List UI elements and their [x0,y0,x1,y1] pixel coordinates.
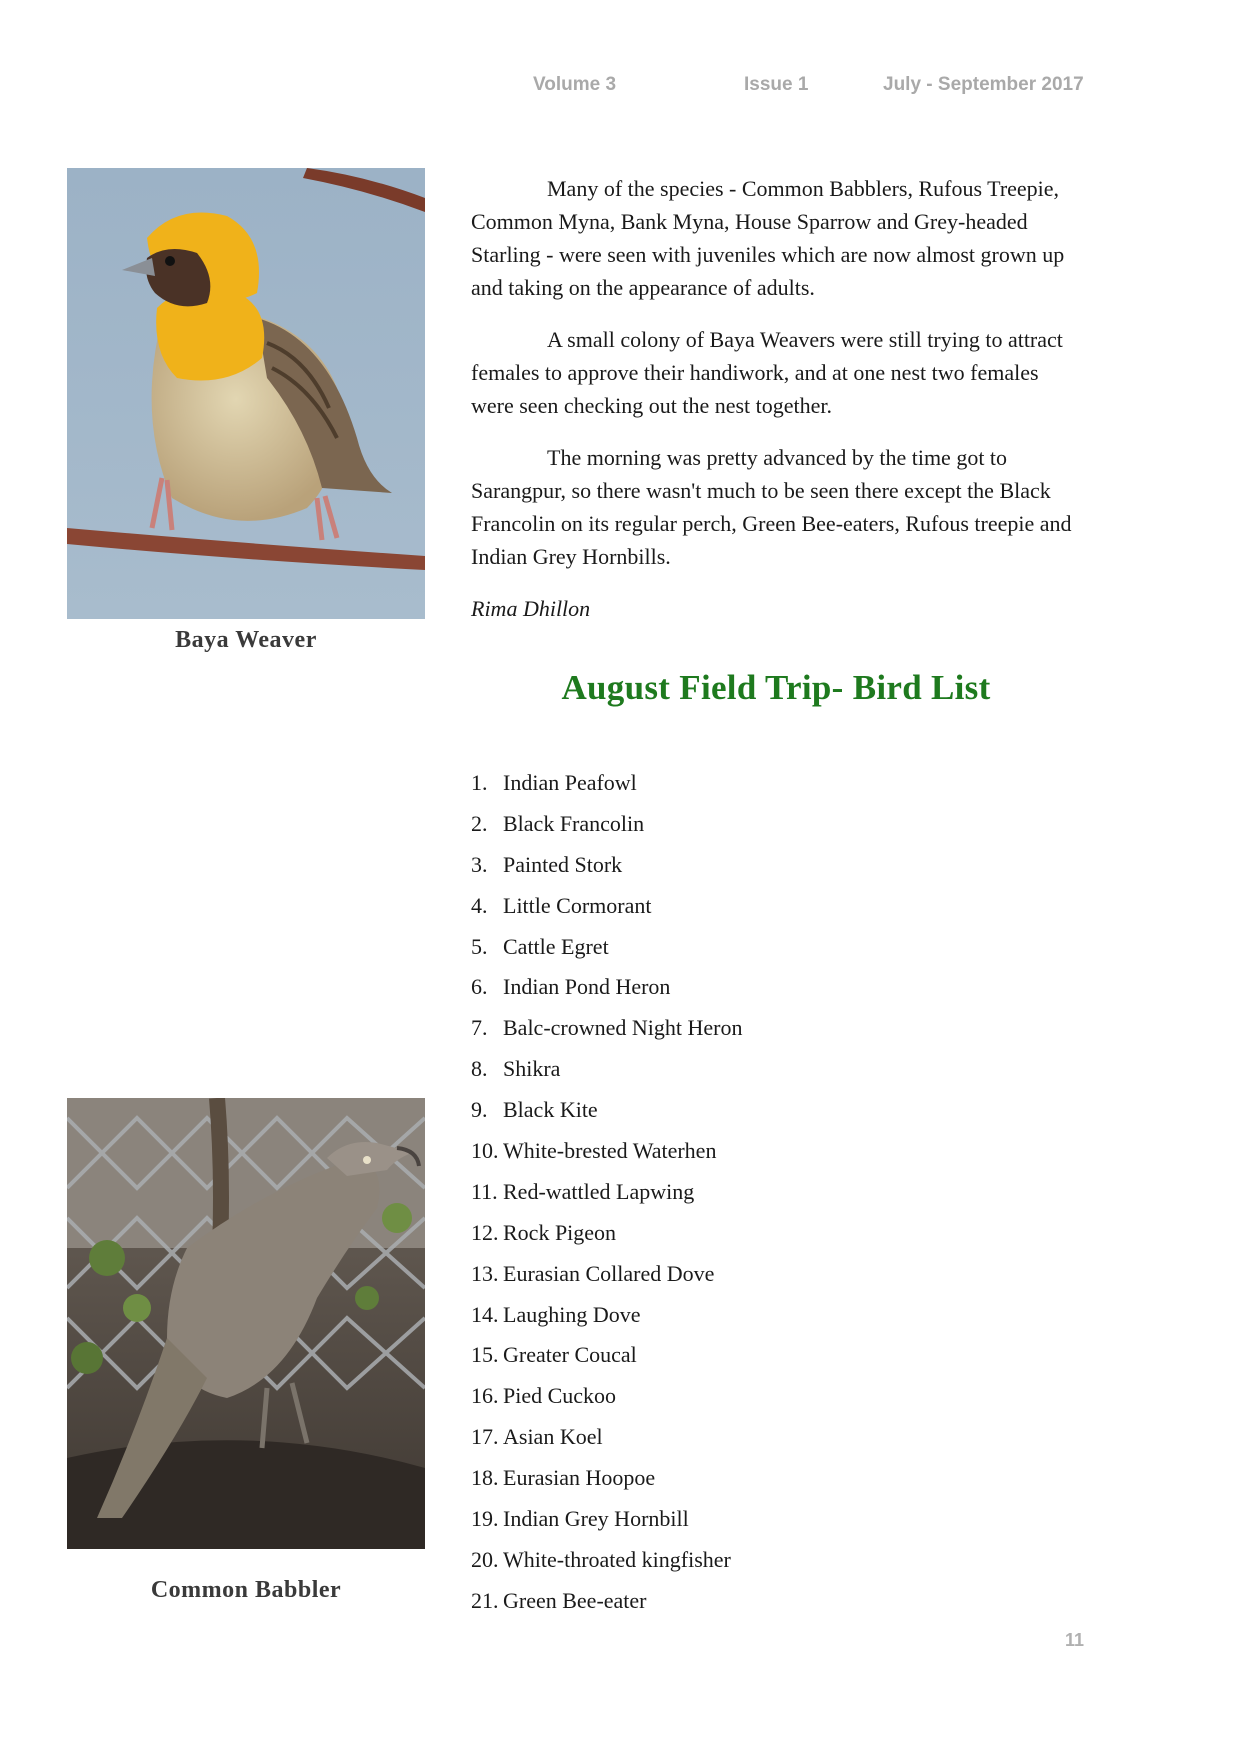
list-item-name: Pied Cuckoo [503,1383,617,1409]
article-body [471,172,1081,644]
list-item [471,809,1071,850]
list-item-name: Painted Stork [503,851,623,877]
list-item-name: White-throated kingfisher [503,1546,731,1572]
list-item-number: 20. [471,1546,499,1572]
list-item [471,972,1071,1013]
header-issue: Issue 1 [744,74,809,95]
list-item-name: Red-wattled Lapwing [503,1178,695,1204]
list-item [471,1463,1071,1504]
list-item-number: 14. [471,1301,499,1327]
list-item-number: 6. [471,974,488,1000]
list-item [471,1013,1071,1054]
list-item [471,1136,1071,1177]
list-item-number: 4. [471,892,488,918]
list-item [471,1218,1071,1259]
baya-weaver-photo [67,168,425,619]
list-item-name: Black Kite [503,1097,598,1123]
list-item-number: 2. [471,810,488,836]
list-item-number: 1. [471,770,488,795]
list-item [471,1422,1071,1463]
list-item-number: 5. [471,933,488,959]
list-item-name: Asian Koel [503,1424,603,1450]
list-item [471,932,1071,973]
list-item-name: Green Bee-eater [503,1587,647,1613]
list-item-name: Black Francolin [503,810,645,836]
list-item-number: 7. [471,1015,488,1041]
bird-list [471,768,1071,1627]
bird-list-title: August Field Trip- Bird List [561,668,991,707]
list-item [471,1095,1071,1136]
list-item [471,1586,1071,1627]
common-babbler-caption: Common Babbler [150,1577,342,1603]
list-item-name: Indian Grey Hornbill [503,1506,689,1532]
list-item-number: 11. [471,1178,498,1204]
list-item-name: Shikra [503,1056,561,1082]
list-item-number: 16. [471,1383,499,1409]
baya-weaver-caption: Baya Weaver [175,627,317,653]
article-paragraph: A small colony of Baya Weavers were still trying to attract females to approve their handiwork, and at one nest two females were seen checking out the nest together. [471,327,1063,418]
list-item-name: Greater Coucal [503,1342,637,1368]
list-item [471,1340,1071,1381]
page-number: 11 [1064,1630,1084,1650]
list-item [471,891,1071,932]
list-item [471,1259,1071,1300]
list-item-name: Laughing Dove [503,1301,641,1327]
list-item [471,850,1071,891]
list-item-name: Indian Pond Heron [503,974,671,1000]
list-item [471,1545,1071,1586]
list-item-number: 19. [471,1506,499,1532]
list-item-name: White-brested Waterhen [503,1138,717,1164]
list-item-number: 8. [471,1056,488,1082]
list-item-number: 10. [471,1138,499,1164]
list-item-number: 17. [471,1424,499,1450]
list-item-name: Eurasian Hoopoe [503,1465,656,1491]
list-item-name: Indian Peafowl [503,770,637,795]
list-item [471,1504,1071,1545]
list-item [471,1054,1071,1095]
article-author: Rima Dhillon [471,596,591,621]
list-item-number: 3. [471,851,488,877]
list-item [471,768,1071,809]
list-item-name: Rock Pigeon [503,1219,617,1245]
list-item-name: Little Cormorant [503,892,652,918]
list-item [471,1300,1071,1341]
list-item-name: Balc-crowned Night Heron [503,1015,743,1041]
list-item-name: Cattle Egret [503,933,609,959]
list-item-number: 9. [471,1097,488,1123]
list-item-number: 21. [471,1587,499,1613]
list-item [471,1381,1071,1422]
list-item-number: 13. [471,1260,499,1286]
page-header [0,74,1240,104]
list-item-number: 18. [471,1465,499,1491]
list-item-number: 15. [471,1342,499,1368]
list-item-number: 12. [471,1219,499,1245]
article-paragraph: Many of the species - Common Babblers, Rufous Treepie, Common Myna, Bank Myna, House Sparrow and Grey-headed Starling - were seen with juveniles which are now almost grown up and taking on the appearance of adults. [471,176,1065,300]
list-item-name: Eurasian Collared Dove [503,1260,715,1286]
header-volume: Volume 3 [533,74,617,95]
header-date: July - September 2017 [883,74,1084,95]
common-babbler-photo [67,1098,425,1549]
article-paragraph: The morning was pretty advanced by the time got to Sarangpur, so there wasn't much to be seen there except the Black Francolin on its regular perch, Green Bee-eaters, Rufous treepie and Indian Grey Hornbills. [471,445,1072,569]
list-item [471,1177,1071,1218]
